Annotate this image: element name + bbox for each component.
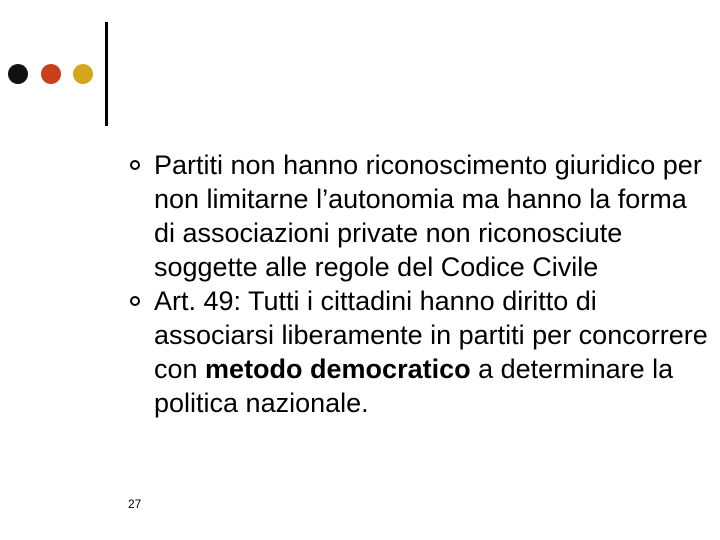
gold-dot-icon	[73, 64, 93, 84]
dark-dot-icon	[8, 64, 28, 84]
slide-content	[128, 148, 708, 420]
red-dot-icon	[41, 64, 61, 84]
bullet-item	[128, 148, 708, 284]
bullet-text-bold: metodo democratico	[205, 354, 471, 384]
bullet-item	[128, 284, 708, 420]
bullet-text-pre: Art. 49: Tutti i cittadini hanno diritto di associarsi liberamente in partiti per concorrere con	[154, 286, 708, 384]
bullet-text: Partiti non hanno riconoscimento giuridico per non limitarne l’autonomia ma hanno la forma di associazioni private non riconosciute soggette alle regole del Codice Civile	[154, 150, 702, 282]
circle-bullet-icon	[130, 296, 140, 306]
vertical-divider	[105, 22, 108, 126]
page-number: 27	[128, 497, 142, 511]
bullet-text-post: a determinare la politica nazionale.	[154, 354, 674, 418]
circle-bullet-icon	[130, 160, 140, 170]
